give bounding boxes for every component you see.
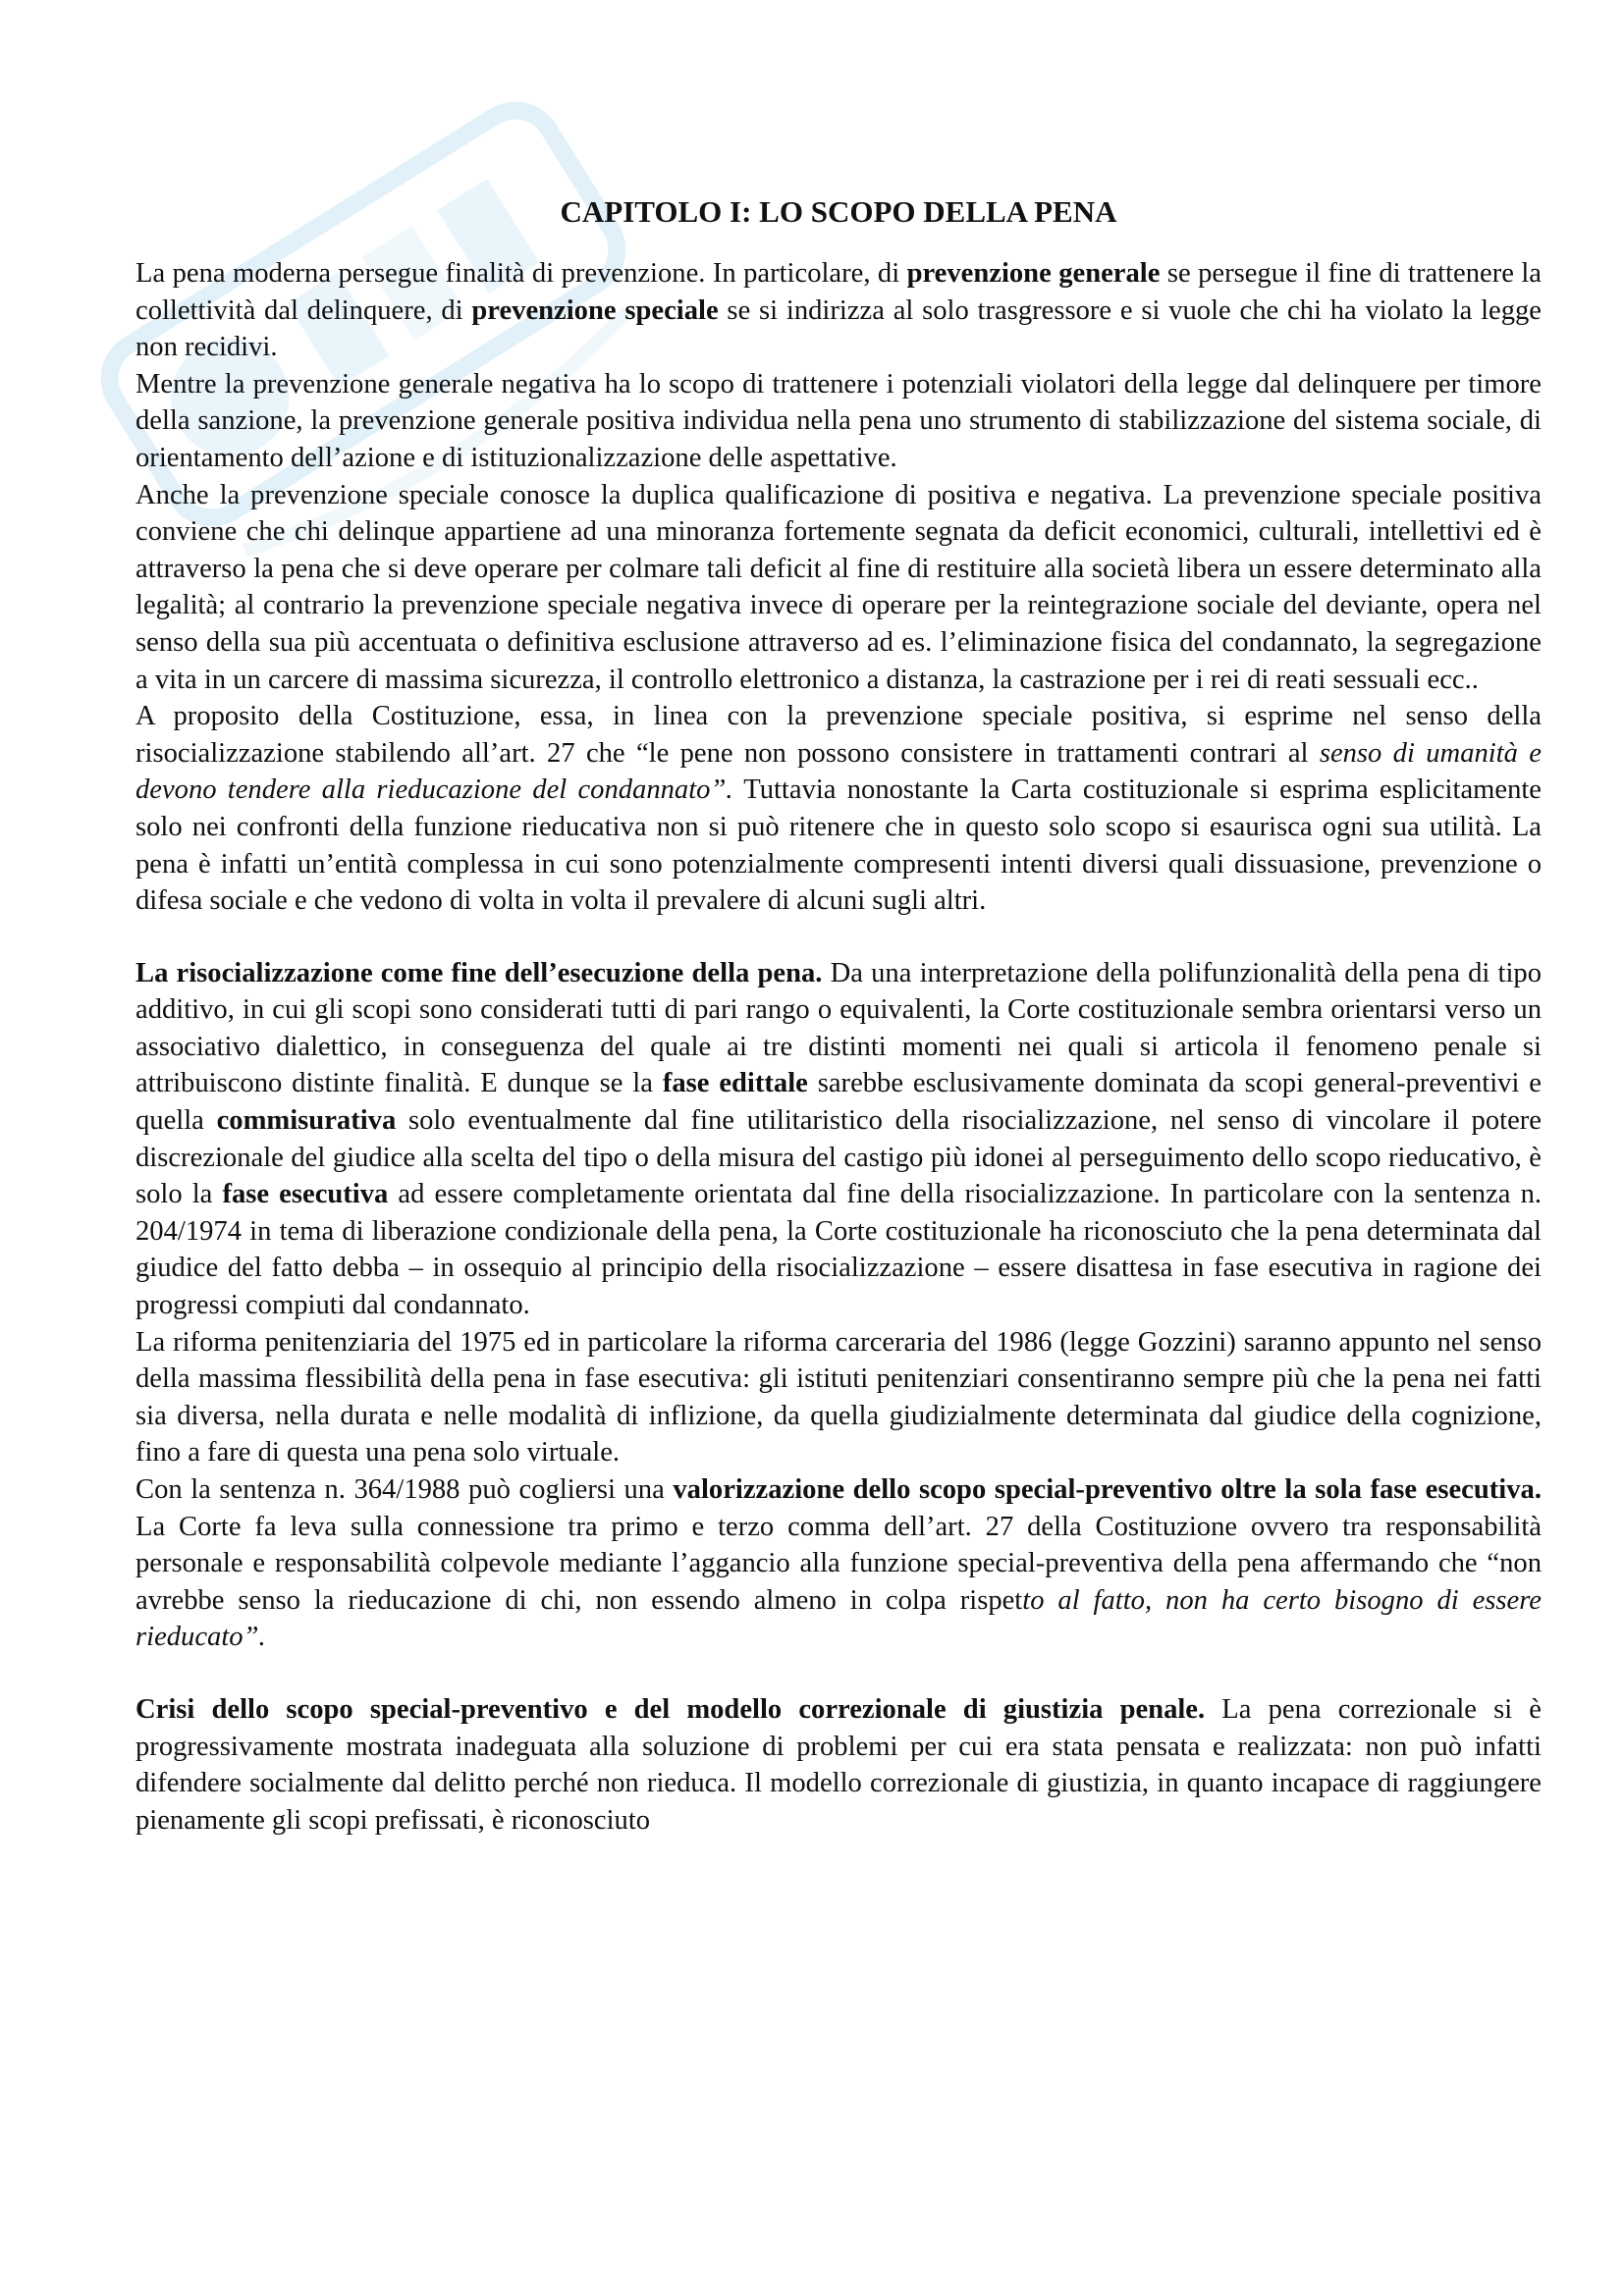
paragraph-6: La riforma penitenziaria del 1975 ed in particolare la riforma carceraria del 1986 (legge Gozzini) saranno appunto nel senso della massima flessibilità della pena in fase esecutiva: gli istituti penitenziari consentiranno sempre più che la pena nei fatti sia diversa, nella durata e nelle modalità di inflizione, da quella giudizialmente determinata dal giudice della cognizione, fino a fare di questa una pena solo virtuale.: [135, 1326, 1542, 1468]
paragraph-gap: [135, 920, 1542, 955]
paragraph-1: La pena moderna persegue finalità di prevenzione. In particolare, di prevenzione generale se persegue il fine di trattenere la collettività dal delinquere, di prevenzione speciale se si indirizza al solo trasgressore e si vuole che chi ha violato la legge non recidivi.: [135, 258, 1543, 363]
paragraph-2: Mentre la prevenzione generale negativa ha lo scopo di trattenere i potenziali violatori della legge dal delinquere per timore della sanzione, la prevenzione generale positiva individua nella pena uno strumento di stabilizzazione del sistema sociale, di orientamento dell’azione e di istituzionalizzazione delle aspettative.: [135, 368, 1542, 473]
paragraph-8: Crisi dello scopo special-preventivo e del modello correzionale di giustizia penale. La pena correzionale si è progressivamente mostrata inadeguata alla soluzione di problemi per cui era stata pensata e realizzata: non può infatti difendere socialmente dal delitto perché non rieduca. Il modello correzionale di giustizia, in quanto incapace di raggiungere pienamente gli scopi prefissati, è riconosciuto: [135, 1693, 1542, 1836]
section-heading: Crisi dello scopo special-preventivo e del modello correzionale di giustizia penale.: [135, 1693, 1206, 1725]
section-heading: La risocializzazione come fine dell’esecuzione della pena.: [135, 957, 823, 988]
paragraph-5: La risocializzazione come fine dell’esecuzione della pena. Da una interpretazione della polifunzionalità della pena di tipo additivo, in cui gli scopi sono considerati tutti di pari rango o equivalenti, la Corte costituzionale sembra orientarsi verso un associativo dialettico, in conseguenza del quale ai tre distinti momenti nei quali si articola il fenomeno penale si attribuiscono distinte finalità. E dunque se la fase edittale sarebbe esclusivamente dominata da scopi general-preventivi e quella commisurativa solo eventualmente dal fine utilitaristico della risocializzazione, nel senso di vincolare il potere discrezionale del giudice alla scelta del tipo o della misura del castigo più idonei al perseguimento dello scopo rieducativo, è solo la fase esecutiva ad essere completamente orientata dal fine della risocializzazione. In particolare con la sentenza n. 204/1974 in tema di liberazione condizionale della pena, la Corte costituzionale ha riconosciuto che la pena determinata dal giudice del fatto debba – in ossequio al principio della risocializzazione – essere disattesa in fase esecutiva in ragione dei progressi compiuti dal condannato.: [135, 957, 1543, 1321]
paragraph-3: Anche la prevenzione speciale conosce la duplica qualificazione di positiva e negativa. La prevenzione speciale positiva conviene che chi delinque appartiene ad una minoranza fortemente segnata da deficit economici, culturali, intellettivi ed è attraverso la pena che si deve operare per colmare tali deficit al fine di restituire alla società libera un essere determinato alla legalità; al contrario la prevenzione speciale negativa invece di operare per la reintegrazione sociale del deviante, opera nel senso della sua più accentuata o definitiva esclusione attraverso ad es. l’eliminazione fisica del condannato, la segregazione a vita in un carcere di massima sicurezza, il controllo elettronico a distanza, la castrazione per i rei di reati sessuali ecc..: [135, 479, 1542, 695]
document-body: [135, 192, 1542, 1839]
page-title: CAPITOLO I: LO SCOPO DELLA PENA: [560, 194, 1117, 229]
paragraph-gap: [135, 1656, 1542, 1691]
paragraph-7: Con la sentenza n. 364/1988 può cogliersi una valorizzazione dello scopo special-preventivo oltre la sola fase esecutiva. La Corte fa leva sulla connessione tra primo e terzo comma dell’art. 27 della Costituzione ovvero tra responsabilità personale e responsabilità colpevole mediante l’aggancio alla funzione special-preventiva della pena affermando che “non avrebbe senso la rieducazione di chi, non essendo almeno in colpa rispetto al fatto, non ha certo bisogno di essere rieducato”.: [135, 1474, 1542, 1653]
paragraph-4: A proposito della Costituzione, essa, in linea con la prevenzione speciale positiva, si esprime nel senso della risocializzazione stabilendo all’art. 27 che “le pene non possono consistere in trattamenti contrari al senso di umanità e devono tendere alla rieducazione del condannato”. Tuttavia nonostante la Carta costituzionale si esprima esplicitamente solo nei confronti della funzione rieducativa non si può ritenere che in questo solo scopo si esaurisca ogni sua utilità. La pena è infatti un’entità complessa in cui sono potenzialmente compresenti intenti diversi quali dissuasione, prevenzione o difesa sociale e che vedono di volta in volta il prevalere di alcuni sugli altri.: [135, 701, 1542, 917]
